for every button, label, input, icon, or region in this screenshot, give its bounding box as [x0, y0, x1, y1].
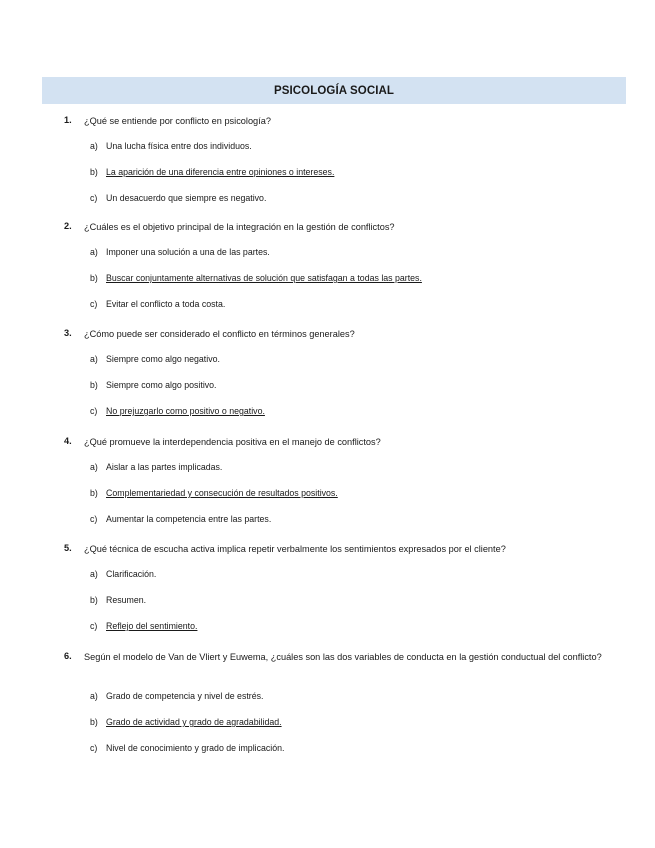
- option-letter: a): [90, 691, 98, 701]
- option-text: Grado de competencia y nivel de estrés.: [106, 691, 264, 701]
- option-text: Clarificación.: [106, 569, 157, 579]
- question-text: Según el modelo de Van de Vliert y Euwema, ¿cuáles son las dos variables de conducta en la gestión conductual del conflicto?: [84, 652, 602, 662]
- correct-answer-text: No prejuzgarlo como positivo o negativo.: [106, 406, 265, 416]
- option-b: [90, 717, 282, 727]
- option-letter: a): [90, 141, 98, 151]
- option-b: [90, 167, 334, 177]
- option-a: [90, 691, 263, 701]
- option-text: Nivel de conocimiento y grado de implicación.: [106, 743, 285, 753]
- option-a: [90, 354, 220, 364]
- option-letter: c): [90, 406, 98, 416]
- correct-answer-text: Reflejo del sentimiento.: [106, 621, 198, 631]
- question-text: ¿Cómo puede ser considerado el conflicto en términos generales?: [84, 329, 355, 339]
- option-letter: c): [90, 621, 98, 631]
- question-number: 1.: [64, 115, 72, 125]
- question-text: ¿Qué técnica de escucha activa implica repetir verbalmente los sentimientos expresados por el cliente?: [84, 544, 506, 554]
- question-number: 6.: [64, 651, 72, 661]
- option-c: [90, 406, 265, 416]
- option-letter: c): [90, 299, 98, 309]
- page-title: PSICOLOGÍA SOCIAL: [273, 84, 395, 97]
- question-number: 4.: [64, 436, 72, 446]
- option-a: [90, 569, 156, 579]
- option-a: [90, 141, 252, 151]
- option-text: Aumentar la competencia entre las partes.: [106, 514, 272, 524]
- option-text: Un desacuerdo que siempre es negativo.: [106, 193, 267, 203]
- correct-answer-text: Buscar conjuntamente alternativas de solución que satisfagan a todas las partes.: [106, 273, 422, 283]
- option-letter: c): [90, 514, 98, 524]
- option-text: Evitar el conflicto a toda costa.: [106, 299, 226, 309]
- option-c: [90, 621, 197, 631]
- option-b: [90, 488, 338, 498]
- option-letter: b): [90, 717, 98, 727]
- correct-answer-text: Grado de actividad y grado de agradabilidad.: [106, 717, 282, 727]
- option-b: [90, 380, 217, 390]
- option-b: [90, 273, 422, 283]
- option-a: [90, 462, 222, 472]
- option-c: [90, 514, 271, 524]
- question-text: ¿Qué se entiende por conflicto en psicología?: [84, 116, 271, 126]
- option-letter: b): [90, 380, 98, 390]
- option-letter: a): [90, 354, 98, 364]
- option-a: [90, 247, 270, 257]
- option-text: Siempre como algo negativo.: [106, 354, 220, 364]
- option-letter: b): [90, 273, 98, 283]
- page-title-bar: [42, 77, 626, 104]
- option-letter: b): [90, 488, 98, 498]
- option-letter: a): [90, 569, 98, 579]
- question-text: ¿Cuáles es el objetivo principal de la integración en la gestión de conflictos?: [84, 222, 395, 232]
- option-text: Siempre como algo positivo.: [106, 380, 217, 390]
- option-text: Aislar a las partes implicadas.: [106, 462, 223, 472]
- option-letter: a): [90, 462, 98, 472]
- correct-answer-text: La aparición de una diferencia entre opiniones o intereses.: [106, 167, 335, 177]
- option-c: [90, 299, 225, 309]
- option-letter: c): [90, 743, 98, 753]
- option-c: [90, 743, 284, 753]
- option-b: [90, 595, 146, 605]
- correct-answer-text: Complementariedad y consecución de resultados positivos.: [106, 488, 338, 498]
- option-letter: b): [90, 167, 98, 177]
- option-text: Una lucha física entre dos individuos.: [106, 141, 252, 151]
- option-text: Resumen.: [106, 595, 147, 605]
- question-number: 2.: [64, 221, 72, 231]
- option-text: Imponer una solución a una de las partes.: [106, 247, 270, 257]
- question-text: ¿Qué promueve la interdependencia positiva en el manejo de conflictos?: [84, 437, 381, 447]
- option-letter: a): [90, 247, 98, 257]
- option-c: [90, 193, 266, 203]
- option-letter: c): [90, 193, 98, 203]
- option-letter: b): [90, 595, 98, 605]
- question-number: 5.: [64, 543, 72, 553]
- question-number: 3.: [64, 328, 72, 338]
